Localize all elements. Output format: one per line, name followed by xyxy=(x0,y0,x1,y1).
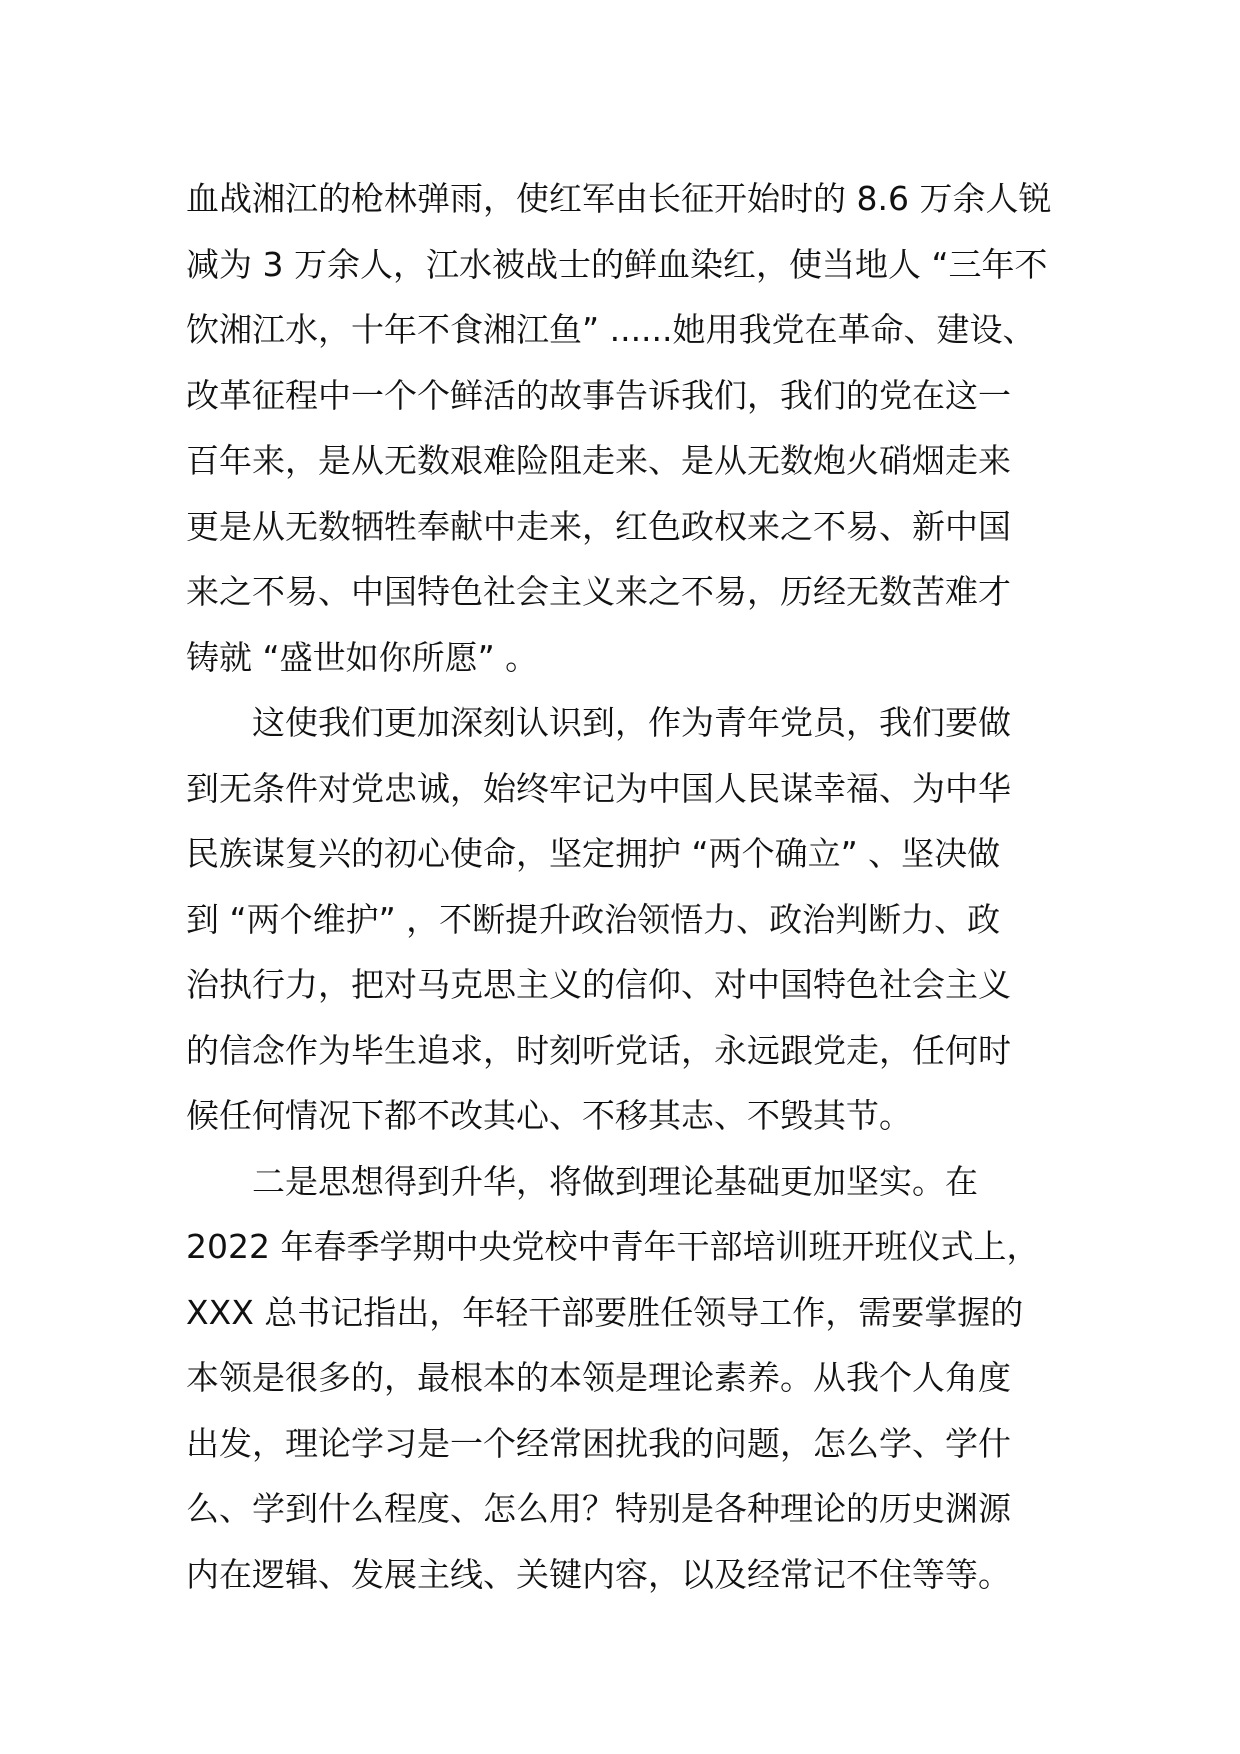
text-line: 更是从无数牺牲奉献中走来，红色政权来之不易、新中国 xyxy=(186,506,1011,546)
text-line: 候任何情况下都不改其心、不移其志、不毁其节。 xyxy=(186,1096,912,1135)
text-line: 来之不易、中国特色社会主义来之不易，历经无数苦难才 xyxy=(186,572,1011,611)
text-line: 铸就 “盛世如你所愿” 。 xyxy=(186,637,539,677)
body-text xyxy=(186,166,1086,1607)
text-line: 民族谋复兴的初心使命，坚定拥护 “两个确立” 、坚决做 xyxy=(186,834,1001,873)
text-line: 到 “两个维护” ，不断提升政治领悟力、政治判断力、政 xyxy=(186,899,1001,939)
text-line: 血战湘江的枪林弹雨，使红军由长征开始时的 8.6 万余人锐 xyxy=(186,179,1052,218)
text-line: 到无条件对党忠诚，始终牢记为中国人民谋幸福、为中华 xyxy=(186,768,1011,808)
text-line: 改革征程中一个个鲜活的故事告诉我们，我们的党在这一 xyxy=(186,375,1011,415)
text-line: 治执行力，把对马克思主义的信仰、对中国特色社会主义 xyxy=(186,965,1011,1004)
text-line: 出发，理论学习是一个经常困扰我的问题，怎么学、学什 xyxy=(186,1423,1011,1463)
text-line: 内在逻辑、发展主线、关键内容，以及经常记不住等等。 xyxy=(186,1554,1011,1594)
text-line: 饮湘江水，十年不食湘江鱼” ......她用我党在革命、建设、 xyxy=(186,310,1036,349)
text-line: 么、学到什么程度、怎么用？特别是各种理论的历史渊源 xyxy=(186,1489,1011,1528)
text-line: 2022 年春季学期中央党校中青年干部培训班开班仪式上， xyxy=(186,1227,1040,1266)
text-line: XXX 总书记指出，年轻干部要胜任领导工作，需要掌握的 xyxy=(186,1292,1024,1332)
text-line: 百年来，是从无数艰难险阻走来、是从无数炮火硝烟走来 xyxy=(186,441,1011,480)
paragraph-first-line: 这使我们更加深刻认识到，作为青年党员，我们要做 xyxy=(252,703,1011,742)
paragraph-first-line: 二是思想得到升华，将做到理论基础更加坚实。在 xyxy=(252,1161,978,1201)
text-line: 本领是很多的，最根本的本领是理论素养。从我个人角度 xyxy=(186,1358,1011,1397)
text-line: 减为 3 万余人，江水被战士的鲜血染红，使当地人 “三年不 xyxy=(186,244,1048,284)
text-line: 的信念作为毕生追求，时刻听党话，永远跟党走，任何时 xyxy=(186,1030,1011,1070)
